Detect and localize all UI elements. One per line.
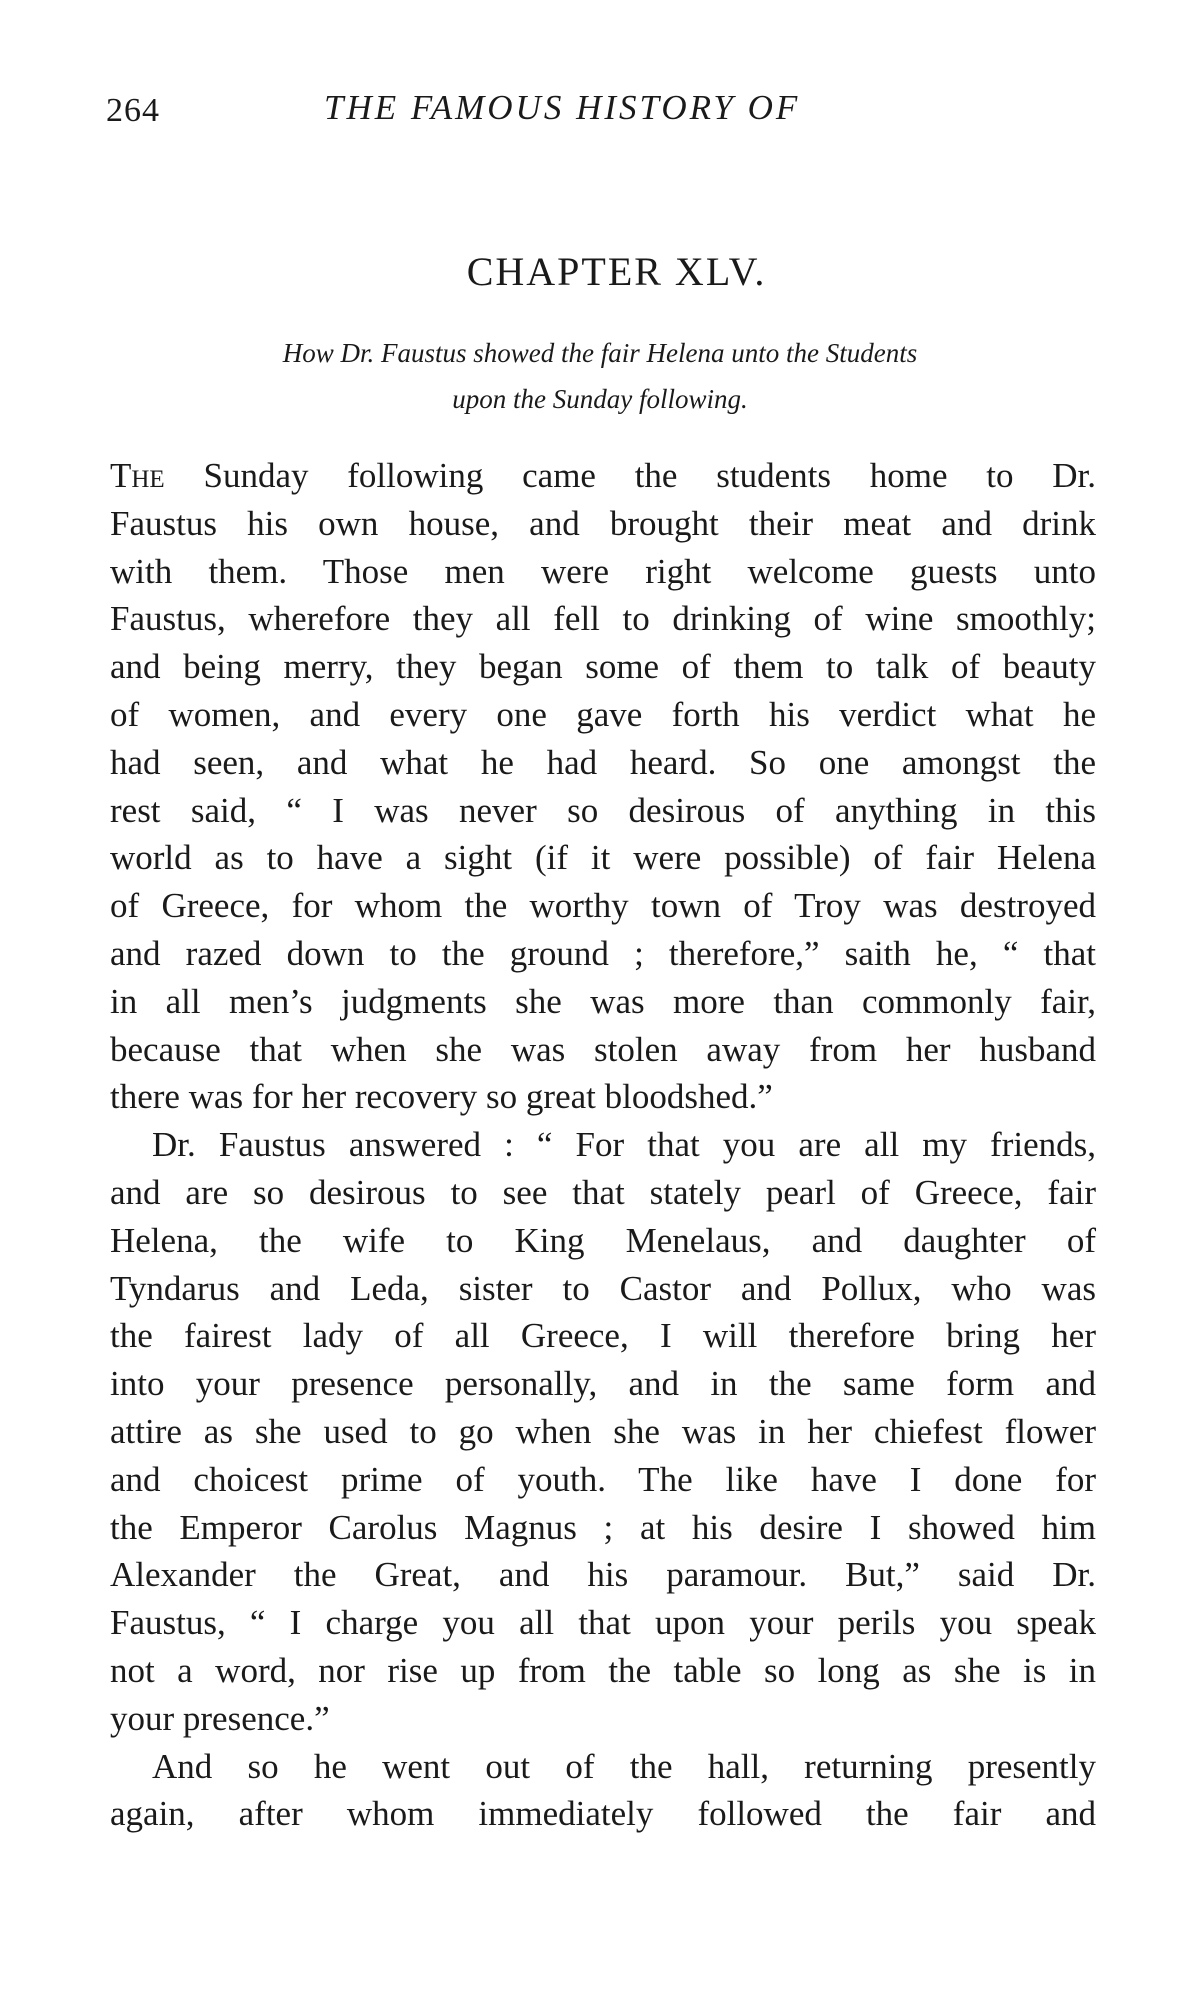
chapter-subtitle-line: upon the Sunday following. bbox=[452, 384, 748, 414]
text-line: Alexander the Great, and his paramour. But,” said Dr. bbox=[110, 1555, 1096, 1595]
page-number: 264 bbox=[106, 92, 160, 129]
text-line: the fairest lady of all Greece, I will therefore bring her bbox=[110, 1316, 1096, 1356]
text-line: and razed down to the ground ; therefore,” saith he, “ that bbox=[110, 933, 1096, 973]
running-head bbox=[106, 88, 1096, 148]
text-line: world as to have a sight (if it were possible) of fair Helena bbox=[110, 838, 1096, 878]
body-text bbox=[110, 452, 1096, 1838]
text-line: And so he went out of the hall, returning presently bbox=[152, 1746, 1096, 1786]
chapter-subtitle bbox=[150, 330, 1050, 422]
text-line: and being merry, they began some of them to talk of beauty bbox=[110, 647, 1096, 687]
chapter-heading: CHAPTER XLV. bbox=[466, 249, 767, 294]
text-line bbox=[110, 452, 1096, 500]
text-line: Faustus his own house, and brought their meat and drink bbox=[110, 503, 1096, 543]
text-line: not a word, nor rise up from the table so long as she is in bbox=[110, 1650, 1096, 1690]
paragraph bbox=[110, 1743, 1096, 1839]
text-line: Dr. Faustus answered : “ For that you are all my friends, bbox=[152, 1125, 1096, 1165]
text-line: Faustus, “ I charge you all that upon your perils you speak bbox=[110, 1603, 1096, 1643]
text-line: in all men’s judgments she was more than commonly fair, bbox=[110, 981, 1096, 1021]
text-line: into your presence personally, and in the same form and bbox=[110, 1364, 1096, 1404]
text-line: your presence.” bbox=[110, 1698, 330, 1738]
text-line: Tyndarus and Leda, sister to Castor and Pollux, who was bbox=[110, 1268, 1096, 1308]
text-line: and choicest prime of youth. The like have I done for bbox=[110, 1459, 1096, 1499]
text-line: because that when she was stolen away from her husband bbox=[110, 1029, 1096, 1069]
lead-word: The bbox=[110, 456, 165, 495]
text-line: Faustus, wherefore they all fell to drinking of wine smoothly; bbox=[110, 599, 1096, 639]
text-line: and are so desirous to see that stately pearl of Greece, fair bbox=[110, 1172, 1096, 1212]
paragraph bbox=[110, 1121, 1096, 1742]
running-title: THE FAMOUS HISTORY OF bbox=[324, 88, 801, 127]
text-line: the Emperor Carolus Magnus ; at his desire I showed him bbox=[110, 1507, 1096, 1547]
text-line-rest: Sunday following came the students home to Dr. bbox=[164, 456, 1096, 495]
text-line: of women, and every one gave forth his verdict what he bbox=[110, 694, 1096, 734]
text-line: rest said, “ I was never so desirous of anything in this bbox=[110, 790, 1096, 830]
text-line: had seen, and what he had heard. So one amongst the bbox=[110, 742, 1096, 782]
paragraph bbox=[110, 452, 1096, 1121]
text-line: there was for her recovery so great bloodshed.” bbox=[110, 1077, 773, 1117]
text-line: attire as she used to go when she was in her chiefest flower bbox=[110, 1411, 1096, 1451]
chapter-subtitle-line: How Dr. Faustus showed the fair Helena unto the Students bbox=[282, 338, 918, 368]
text-line: with them. Those men were right welcome guests unto bbox=[110, 551, 1096, 591]
text-line: Helena, the wife to King Menelaus, and daughter of bbox=[110, 1220, 1096, 1260]
text-line: again, after whom immediately followed the fair and bbox=[110, 1794, 1096, 1834]
text-line: of Greece, for whom the worthy town of Troy was destroyed bbox=[110, 886, 1096, 926]
